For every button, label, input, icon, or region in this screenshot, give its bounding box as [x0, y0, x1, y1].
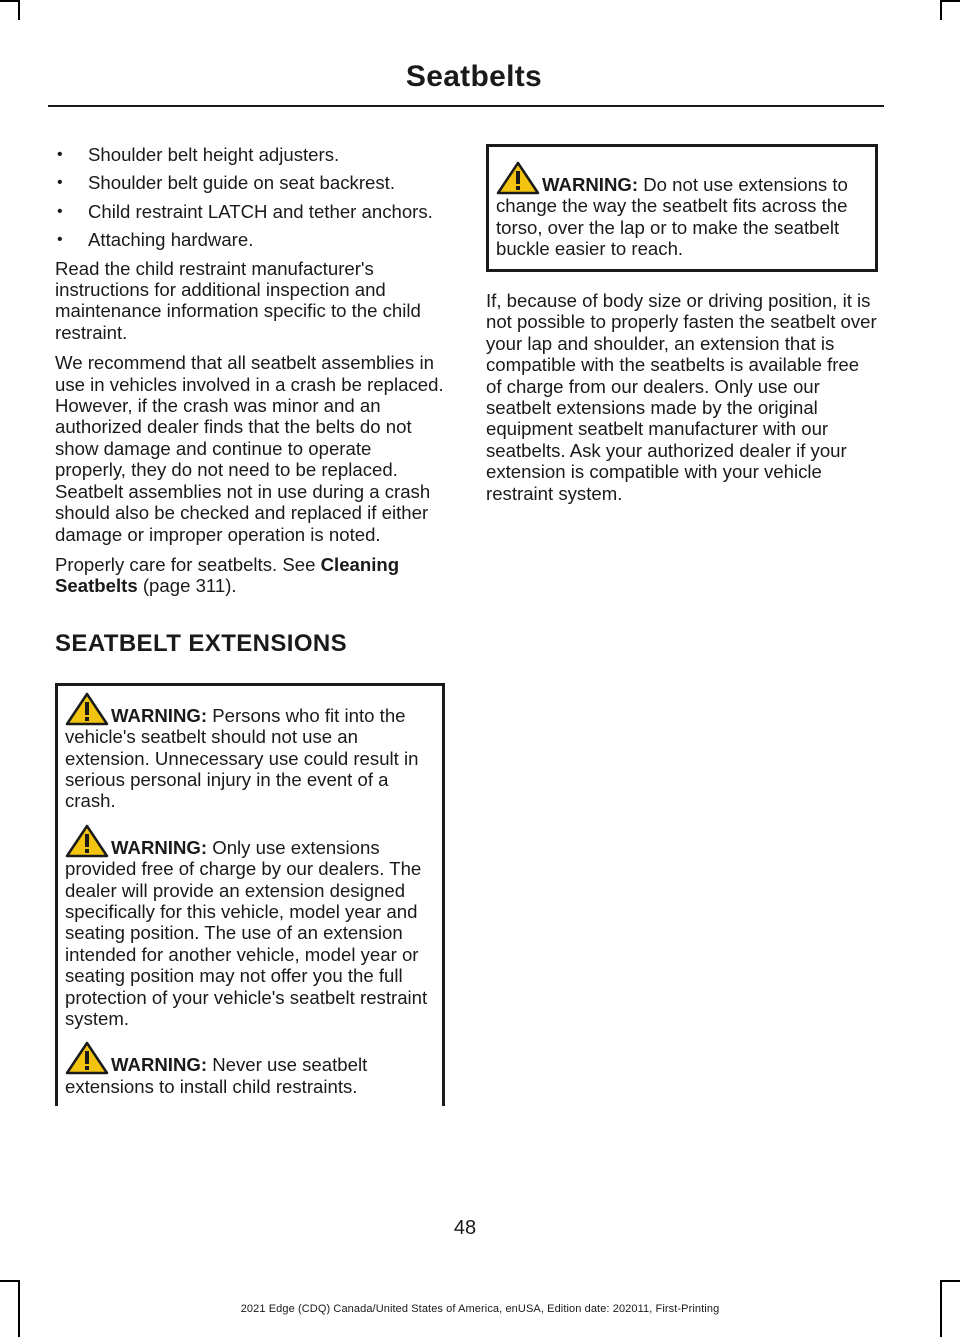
- paragraph: We recommend that all seatbelt assemblies in use in vehicles involved in a crash be replaced. However, if the crash was minor and an authorized dealer finds that the belts do not show damage and continue to operate properly, they do not need to be replaced. Seatbelt assemblies not in use during a crash should also be checked and replaced if either damage or improper operation is noted.: [55, 352, 444, 545]
- right-column: [486, 144, 878, 513]
- warning-text: Persons who fit into the vehicle's seatbelt should not use an extension. Unnecessary use could result in serious personal injury in the event of a crash.: [65, 704, 419, 812]
- paragraph: Read the child restraint manufacturer's instructions for additional inspection and maintenance information specific to the child restraint.: [55, 257, 421, 343]
- section-heading: SEATBELT EXTENSIONS: [55, 629, 348, 657]
- warning-text: Only use extensions provided free of charge by our dealers. The dealer will provide an extension designed specifically for this vehicle, model year and seating position. The use of an extension intended for another vehicle, model year or seating position may not offer you the full protection of your vehicle's seatbelt restraint system.: [65, 836, 428, 1029]
- list-item: • Shoulder belt guide on seat backrest.: [55, 172, 447, 193]
- warning-item: [65, 692, 436, 812]
- crop-mark: [940, 0, 960, 2]
- warning-triangle-icon: [496, 161, 540, 195]
- warning-triangle-icon: [65, 692, 109, 726]
- warning-label: WARNING:: [111, 836, 208, 858]
- list-item: • Shoulder belt height adjusters.: [55, 144, 447, 165]
- warning-item: [65, 824, 436, 1030]
- crop-mark: [0, 1280, 20, 1282]
- text: Properly care for seatbelts. See: [55, 553, 321, 575]
- list-item: • Attaching hardware.: [55, 229, 447, 250]
- paragraph: If, because of body size or driving position, it is not possible to properly fasten the seatbelt over your lap and shoulder, an extension that is compatible with the seatbelts is available free of charge from our dealers. Only use our seatbelt extensions made by the original equipment seatbelt manufacturer with our seatbelts. Ask your authorized dealer if your extension is compatible with your vehicle restraint system.: [486, 290, 877, 504]
- warning-triangle-icon: [65, 824, 109, 858]
- warning-item: [496, 161, 869, 260]
- paragraph-see-also: [55, 554, 447, 597]
- inspection-list: [55, 144, 447, 251]
- warning-box: [486, 144, 878, 272]
- page-title: Seatbelts: [405, 60, 542, 93]
- crop-mark: [18, 0, 20, 20]
- footer-edition-info: 2021 Edge (CDQ) Canada/United States of America, enUSA, Edition date: 202011, First-Printing: [240, 1303, 720, 1315]
- list-item: • Child restraint LATCH and tether anchors.: [55, 201, 447, 222]
- warning-triangle-icon: [65, 1041, 109, 1075]
- text: (page 311).: [137, 575, 237, 597]
- warning-box: [55, 683, 445, 1106]
- warning-label: WARNING:: [111, 1054, 208, 1076]
- warning-text: Never use seatbelt extensions to install child restraints.: [65, 1054, 368, 1097]
- warning-item: [65, 1041, 436, 1097]
- header-divider: [48, 105, 884, 107]
- cleaning-seatbelts-link[interactable]: Cleaning Seatbelts: [55, 553, 400, 597]
- page-number: 48: [453, 1217, 477, 1239]
- crop-mark: [0, 0, 20, 2]
- crop-mark: [940, 0, 942, 20]
- warning-label: WARNING:: [111, 704, 208, 726]
- warning-label: WARNING:: [542, 174, 639, 195]
- left-column: [55, 144, 447, 1106]
- crop-mark: [940, 1280, 960, 1282]
- warning-text: Do not use extensions to change the way the seatbelt fits across the torso, over the lap or to make the seatbelt buckle easier to reach.: [496, 174, 848, 260]
